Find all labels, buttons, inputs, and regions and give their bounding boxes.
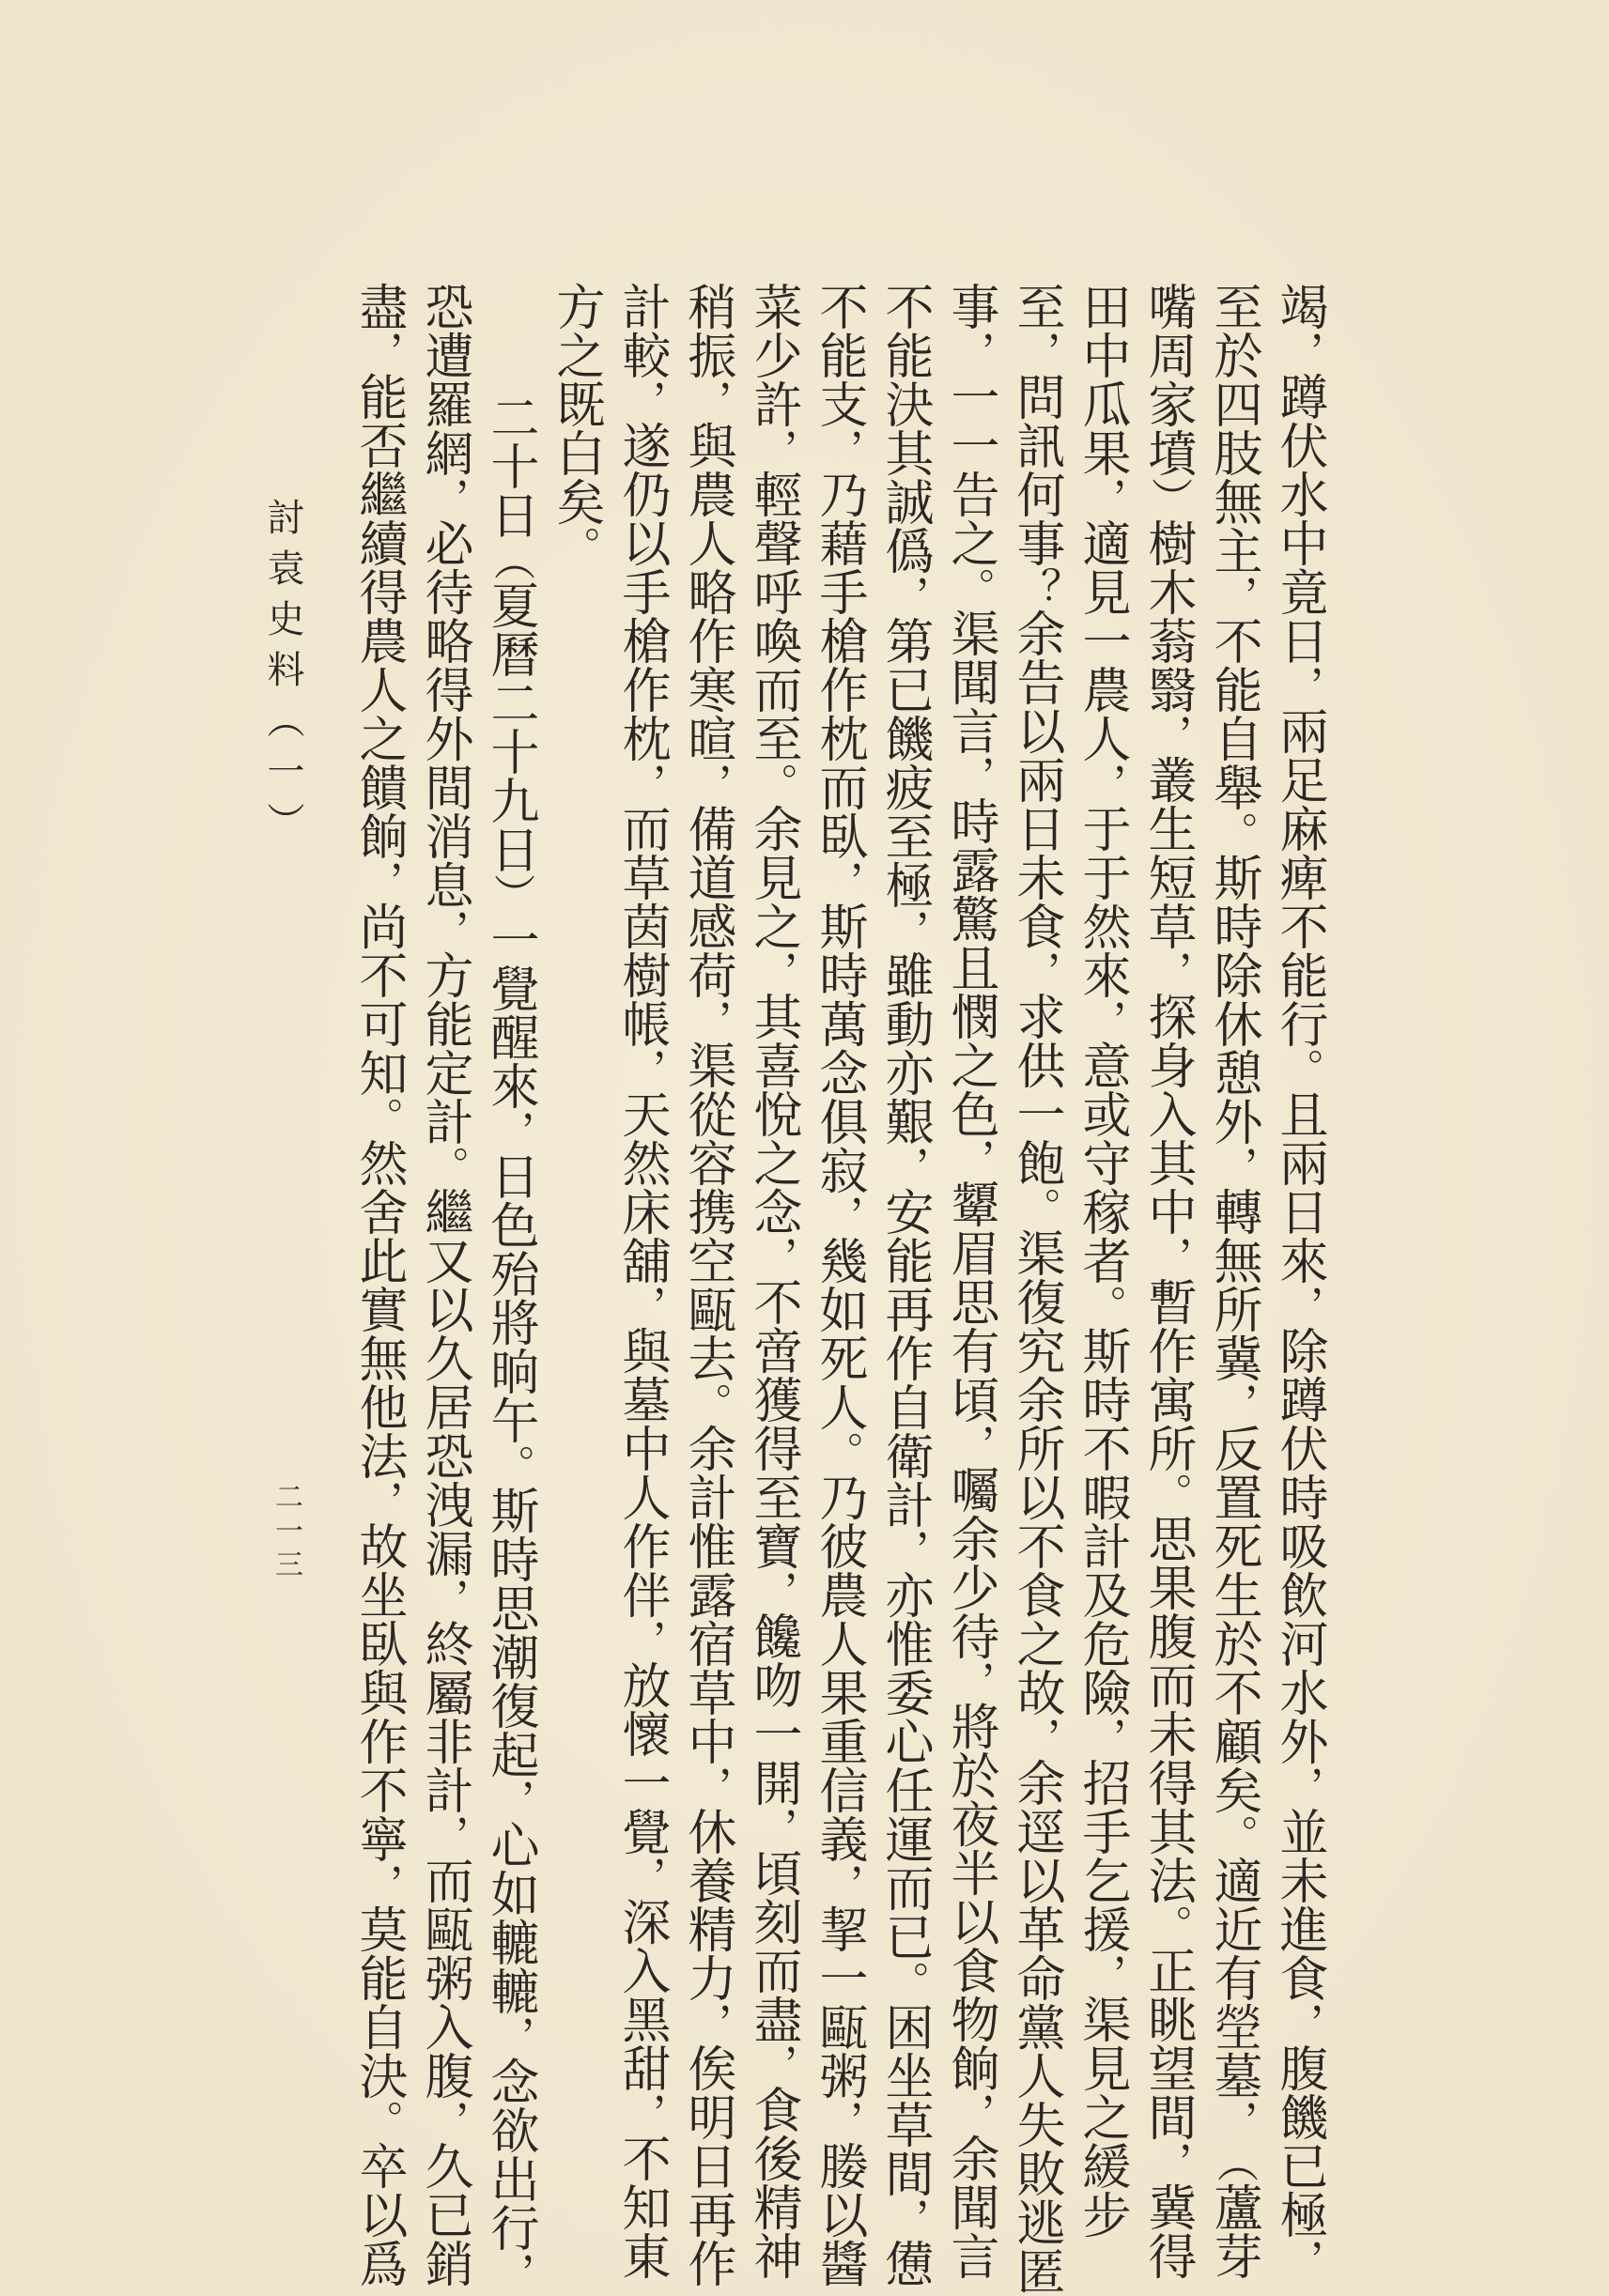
text-column: 盡 ， 能 否 繼 續 得 農 人 之 饋 餉 ， 尚 不 可 知 。 然 舍 此 實 無 他 法 ， 故 坐 臥 與 作 不 寧 ， 莫 能 自 決 。 卒 以 爲: [350, 282, 407, 2288]
text-column: 至 ， 問 訊 何 事 ？ 余 告 以 兩 日 未 食 ， 求 供 一 飽 。 渠 復 究 余 所 以 不 食 之 故 ， 余 逕 以 革 命 黨 人 失 敗 逃 匿: [1008, 282, 1064, 2295]
text-column: 恐 遭 羅 網 ， 必 待 略 得 外 間 消 息 ， 方 能 定 計 。 繼 又 以 久 居 恐 洩 漏 ， 終 屬 非 計 ， 而 甌 粥 入 腹 ， 久 已 銷: [416, 282, 472, 2288]
text-column: 方 之 既 白 矣 。: [548, 282, 604, 567]
footer-book-title: 討袁史料（一）: [261, 498, 304, 853]
text-column: 不 能 決 其 誠 僞 ， 第 已 饑 疲 至 極 ， 雖 動 亦 艱 ， 安 能 再 作 自 衛 計 ， 亦 惟 委 心 任 運 而 已 。 困 坐 草 間 ， 憊: [876, 282, 933, 2288]
text-column: 菜 少 許 ， 輕 聲 呼 喚 而 至 。 余 見 之 ， 其 喜 悅 之 念 ， 不 啻 獲 得 至 寶 ， 饞 吻 一 開 ， 頃 刻 而 盡 ， 食 後 精 神: [745, 282, 801, 2280]
text-column: 稍 振 ， 與 農 人 略 作 寒 暄 ， 備 道 感 荷 ， 渠 從 容 携 空 甌 去 。 余 計 惟 露 宿 草 中 ， 休 養 精 力 ， 俟 明 日 再 作: [679, 282, 735, 2288]
text-column: 至 於 四 肢 無 主 ， 不 能 自 舉 。 斯 時 除 休 憩 外 ， 轉 無 所 冀 ， 反 置 死 生 於 不 顧 矣 。 適 近 有 塋 墓 ， （ 蘆 芽: [1205, 282, 1261, 2280]
text-column: 嘴 周 家 墳 ） 樹 木 蓊 翳 ， 叢 生 短 草 ， 探 身 入 其 中 ， 暫 作 寓 所 。 思 果 腹 而 未 得 其 法 。 正 眺 望 間 ， 冀 得: [1139, 282, 1196, 2280]
text-column: 計 較 ， 遂 仍 以 手 槍 作 枕 ， 而 草 茵 樹 帳 ， 天 然 床 舖 ， 與 墓 中 人 作 伴 ， 放 懷 一 覺 ， 深 入 黑 甜 ， 不 知 東: [613, 282, 670, 2280]
text-column: 田 中 瓜 果 ， 適 見 一 農 人 ， 于 于 然 來 ， 意 或 守 稼 者 。 斯 時 不 暇 計 及 危 險 ， 招 手 乞 援 ， 渠 見 之 緩 步: [1074, 282, 1130, 2239]
page-number: 二一三: [270, 1482, 302, 1583]
text-column: 不 能 支 ， 乃 藉 手 槍 作 枕 而 臥 ， 斯 時 萬 念 俱 寂 ， 幾 如 死 人 。 乃 彼 農 人 果 重 信 義 ， 挈 一 甌 粥 ， 媵 以 醬: [811, 282, 867, 2288]
text-column-paragraph-start: 二 十 日 （ 夏 曆 二 十 九 日 ） 一 覺 醒 來 ， 日 色 殆 將 晌 午 。 斯 時 思 潮 復 起 ， 心 如 轆 轆 ， 念 欲 出 行 ，: [482, 393, 538, 2293]
text-column: 事 ， 一 一 告 之 。 渠 聞 言 ， 時 露 驚 且 憫 之 色 ， 顰 眉 思 有 頃 ， 囑 余 少 待 ， 將 於 夜 半 以 食 物 餉 ， 余 聞 言: [942, 282, 998, 2280]
text-column: 竭 ， 蹲 伏 水 中 竟 日 ， 兩 足 麻 痺 不 能 行 。 且 兩 日 來 ， 除 蹲 伏 時 吸 飲 河 水 外 ， 並 未 進 食 ， 腹 饑 已 極 ，: [1271, 282, 1327, 2280]
